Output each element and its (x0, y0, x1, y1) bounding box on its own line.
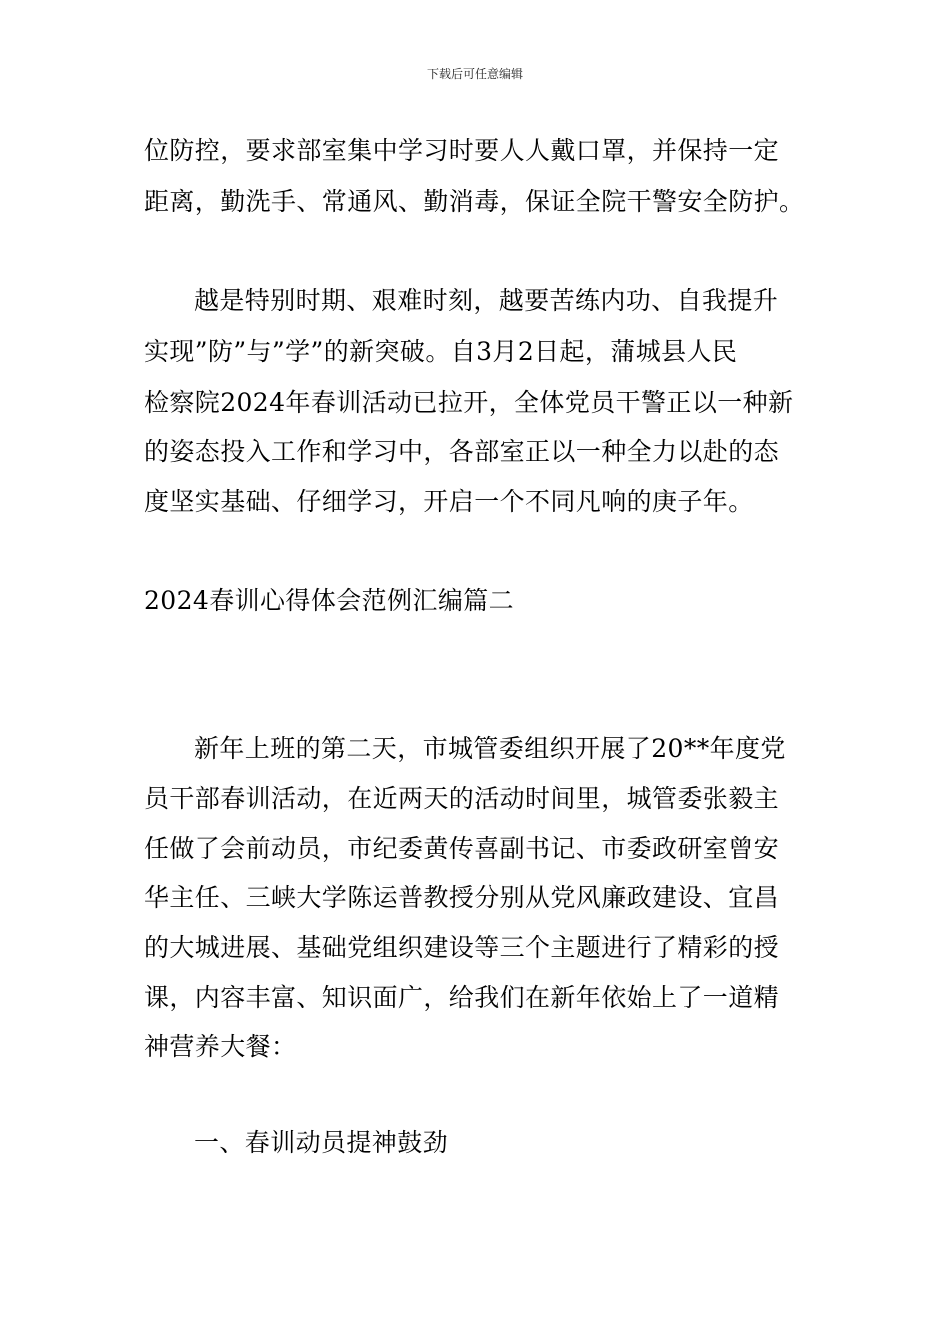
paragraph-line: 距离，勤洗手、常通风、勤消毒，保证全院干警安全防护。 (144, 187, 805, 216)
paragraph-line: 实现”防”与”学”的新突破。自3月2日起，蒲城县人民 (144, 337, 738, 366)
paragraph-line: 课，内容丰富、知识面广，给我们在新年依始上了一道精 (144, 983, 780, 1012)
paragraph-line: 的姿态投入工作和学习中，各部室正以一种全力以赴的态 (144, 437, 780, 466)
subheading: 一、春训动员提神鼓劲 (194, 1128, 449, 1157)
paragraph-line: 任做了会前动员，市纪委黄传喜副书记、市委政研室曾安 (144, 834, 780, 863)
paragraph-line: 度坚实基础、仔细学习，开启一个不同凡响的庚子年。 (144, 487, 754, 516)
paragraph-line: 新年上班的第二天，市城管委组织开展了20**年度党 (194, 734, 786, 763)
paragraph-line: 神营养大餐： (144, 1032, 297, 1061)
paragraph-line: 位防控，要求部室集中学习时要人人戴口罩，并保持一定 (144, 136, 780, 165)
paragraph-line: 华主任、三峡大学陈运普教授分别从党风廉政建设、宜昌 (144, 883, 780, 912)
paragraph-line: 的大城进展、基础党组织建设等三个主题进行了精彩的授 (144, 933, 780, 962)
paragraph-line: 越是特别时期、艰难时刻，越要苦练内功、自我提升 (194, 286, 779, 315)
section-title: 2024春训心得体会范例汇编篇二 (144, 586, 515, 615)
paragraph-line: 检察院2024年春训活动已拉开，全体党员干警正以一种新 (144, 388, 794, 417)
header-note: 下载后可任意编辑 (426, 67, 523, 81)
paragraph-line: 员干部春训活动，在近两天的活动时间里，城管委张毅主 (144, 784, 780, 813)
